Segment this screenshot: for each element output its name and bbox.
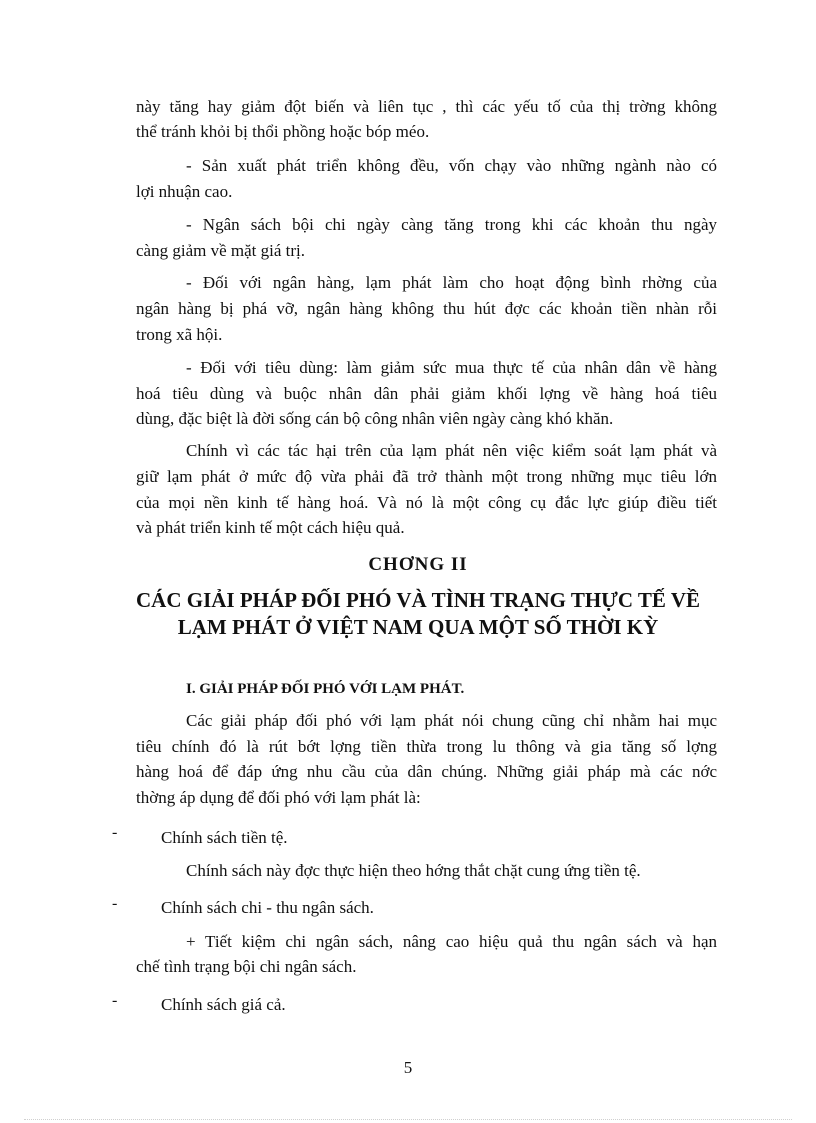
page-number: 5 [403,1058,413,1077]
chapter-title-line: LẠM PHÁT Ở VIỆT NAM QUA MỘT SỐ THỜI KỲ [177,615,659,639]
bullet-marker: - [112,824,118,841]
paragraph-line: chế tình trạng bội chi ngân sách. [136,957,357,976]
bullet-marker: - [112,895,118,912]
paragraph-line: thờng áp dụng để đối phó với lạm phát là: [136,788,421,807]
paragraph-line: Các giải pháp đối phó với lạm phát nói chung cũng chỉ nhằm hai mục [186,711,717,730]
bullet-item: Chính sách chi - thu ngân sách. [161,898,374,917]
bullet-item: Chính sách tiền tệ. [161,828,288,847]
paragraph-line: Chính vì các tác hại trên của lạm phát nên việc kiểm soát lạm phát và [186,441,717,460]
paragraph-line: - Đối với ngân hàng, lạm phát làm cho hoạt động bình rhờng của [186,273,717,292]
section-heading: I. GIẢI PHÁP ĐỐI PHÓ VỚI LẠM PHÁT. [186,681,465,697]
paragraph-line: thể tránh khỏi bị thổi phồng hoặc bóp méo. [136,122,430,141]
paragraph-line: hàng hoá để đáp ứng nhu cầu của dân chúng. Những giải pháp mà các nớc [136,762,717,781]
chapter-title-line: CÁC GIẢI PHÁP ĐỐI PHÓ VÀ TÌNH TRẠNG THỰC TẾ VỀ [136,588,700,612]
paragraph-line: tiêu chính đó là rút bớt lợng tiền thừa trong lu thông và gia tăng số lợng [136,737,717,756]
paragraph-line: - Đối với tiêu dùng: làm giảm sức mua thực tế của nhân dân về hàng [186,358,717,377]
bullet-item: Chính sách giá cả. [161,995,286,1014]
paragraph-line: càng giảm về mặt giá trị. [136,241,305,260]
paragraph-line: hoá tiêu dùng và buộc nhân dân phải giảm khối lợng về hàng hoá tiêu [136,384,717,403]
paragraph-line: - Sản xuất phát triển không đều, vốn chạy vào những ngành nào có [186,156,717,175]
paragraph-line: trong xã hội. [136,325,223,344]
chapter-heading: CHƠNG II [368,554,468,575]
paragraph-line: + Tiết kiệm chi ngân sách, nâng cao hiệu quả thu ngân sách và hạn [186,932,717,951]
page-bottom-divider [24,1119,792,1120]
paragraph-line: Chính sách này đợc thực hiện theo hớng thắt chặt cung ứng tiền tệ. [186,861,641,880]
paragraph-line: dùng, đặc biệt là đời sống cán bộ công nhân viên ngày càng khó khăn. [136,409,614,428]
paragraph-line: - Ngân sách bội chi ngày càng tăng trong khi các khoản thu ngày [186,215,717,234]
bullet-marker: - [112,992,118,1009]
paragraph-line: của mọi nền kinh tế hàng hoá. Và nó là một công cụ đắc lực giúp điều tiết [136,493,717,512]
paragraph-line: lợi nhuận cao. [136,182,233,201]
paragraph-line: và phát triển kinh tế một cách hiệu quả. [136,518,405,537]
paragraph-line: ngân hàng bị phá vỡ, ngân hàng không thu hút đợc các khoản tiền nhàn rỗi [136,299,717,318]
paragraph-line: giữ lạm phát ở mức độ vừa phải đã trở thành một trong những mục tiêu lớn [136,467,717,486]
paragraph-line: này tăng hay giảm đột biến và liên tục , thì các yếu tố của thị trờng không [136,97,717,116]
